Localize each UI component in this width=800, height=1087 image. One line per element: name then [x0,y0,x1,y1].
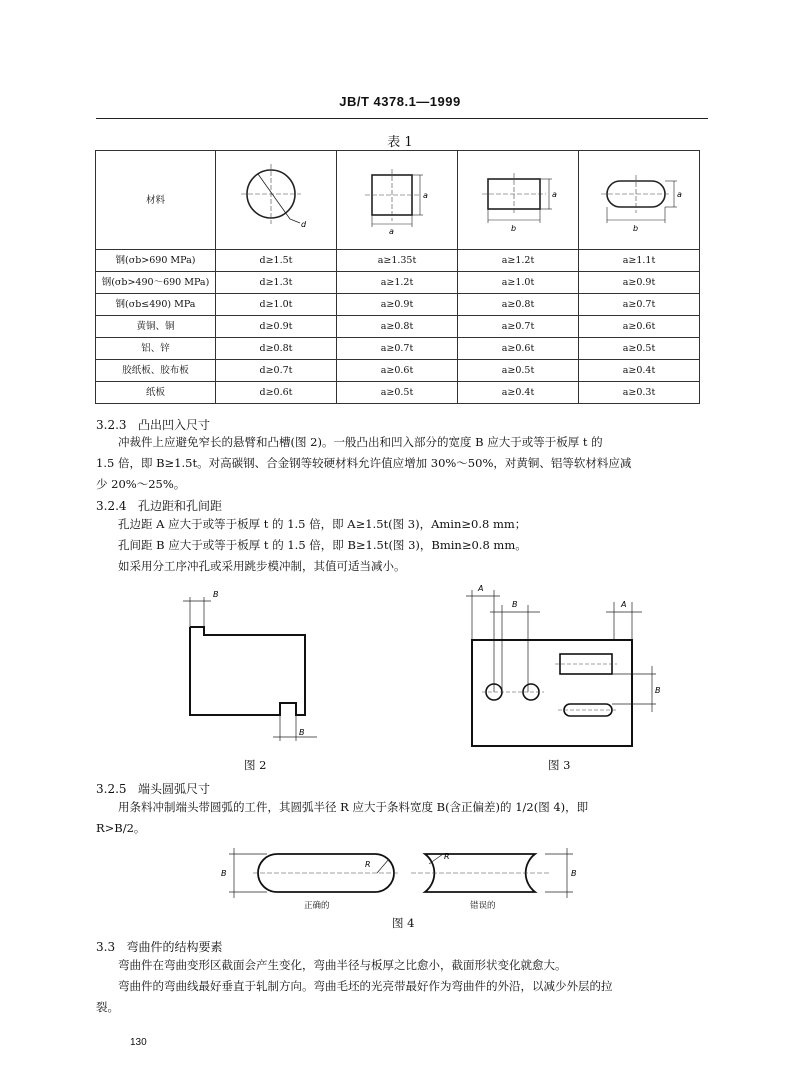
cell-value: a≥0.8t [337,316,458,338]
table-row [96,316,700,338]
dim-b-bottom-label: B [299,728,305,737]
paragraph-line: 裂。 [96,1000,119,1014]
cell-value: d≥1.5t [216,250,337,272]
cell-value: a≥0.7t [337,338,458,360]
cell-value: d≥0.7t [216,360,337,382]
table-row [96,250,700,272]
paragraph-line: 孔边距 A 应大于或等于板厚 t 的 1.5 倍，即 A≥1.5t(图 3)，Amin≥0.8 mm； [118,517,527,531]
section-heading-3-2-3 [96,416,210,433]
dim-b-side-label: B [655,686,661,695]
cell-material: 黄铜、铜 [96,316,216,338]
section-title: 弯曲件的结构要素 [126,940,223,954]
section-heading-3-2-5 [96,780,210,797]
table-row [96,294,700,316]
table-row [96,360,700,382]
col-rect-hole-sketch [458,151,579,250]
cantilever-drawing [175,585,325,750]
end-arc-drawing [215,840,590,910]
paragraph-line: 如采用分工序冲孔或采用跳步模冲制，其值可适当减小。 [118,559,406,573]
dim-d-label: d [301,220,307,229]
cell-value: a≥0.6t [579,316,700,338]
col-slot-hole-sketch [579,151,700,250]
section-number: 3.2.3 [96,418,127,432]
cell-value: a≥0.7t [579,294,700,316]
table-row [96,382,700,404]
dim-a-bottom-label: a [389,227,394,236]
section-title: 凸出凹入尺寸 [138,418,211,432]
rect-hole-sketch [458,151,578,241]
paragraph-line: 孔间距 B 应大于或等于板厚 t 的 1.5 倍，即 B≥1.5t(图 3)，Bmin≥0.8 mm。 [118,538,527,552]
hole-spacing-drawing [460,580,670,755]
dim-a-left-label: A [478,584,484,593]
dim-a-right-label: A [621,600,627,609]
cell-material: 钢(σb>690 MPa) [96,250,216,272]
cell-value: a≥1.35t [337,250,458,272]
cell-value: a≥0.6t [337,360,458,382]
col-square-hole-sketch [337,151,458,250]
dim-a-side-label: a [677,190,682,199]
paragraph-line: 少 20%～25%。 [96,477,186,491]
cell-material: 铝、锌 [96,338,216,360]
figure-4-correct-label: 正确的 [304,901,330,911]
dim-r-left-label: R [365,860,371,869]
standard-number: JB/T 4378.1—1999 [339,94,461,109]
cell-value: a≥0.4t [458,382,579,404]
cell-value: d≥1.3t [216,272,337,294]
cell-value: a≥0.5t [458,360,579,382]
figure-4-wrong-label: 错误的 [470,901,496,911]
cell-value: d≥0.6t [216,382,337,404]
slot-hole-sketch [579,151,699,241]
cell-value: a≥0.8t [458,294,579,316]
dim-b-label: b [633,224,639,233]
round-hole-sketch [216,151,336,241]
paragraph-line: R>B/2。 [96,821,146,835]
paragraph-line: 1.5 倍，即 B≥1.5t。对高碳钢、合金钢等较硬材料允许值应增加 30%～50%，对黄铜、铝等软材料应减 [96,456,632,470]
section-heading-3-2-4 [96,497,222,514]
section-heading-3-3 [96,938,223,955]
page-number: 130 [130,1037,147,1048]
figure-3 [460,580,670,755]
cell-value: a≥1.2t [337,272,458,294]
section-number: 3.2.5 [96,782,127,796]
cell-value: a≥1.0t [458,272,579,294]
table-header-row [96,151,700,250]
table-caption: 表 1 [387,135,413,150]
section-number: 3.3 [96,940,116,954]
cell-value: d≥1.0t [216,294,337,316]
square-hole-sketch [337,151,457,241]
table-row [96,338,700,360]
figure-2 [175,585,325,750]
cell-value: a≥1.2t [458,250,579,272]
section-title: 端头圆弧尺寸 [138,782,211,796]
cell-value: a≥1.1t [579,250,700,272]
dim-a-side-label: a [552,190,557,199]
cell-material: 钢(σb>490～690 MPa) [96,272,216,294]
col-material-header: 材料 [96,151,216,250]
dim-b-left-label: B [221,869,227,878]
cell-value: d≥0.8t [216,338,337,360]
cell-value: a≥0.6t [458,338,579,360]
figure-2-caption: 图 2 [244,758,267,772]
cell-value: a≥0.5t [337,382,458,404]
col-round-hole-sketch [216,151,337,250]
paragraph-line: 弯曲件的弯曲线最好垂直于轧制方向。弯曲毛坯的光亮带最好作为弯曲件的外沿，以减少外层的拉 [118,979,613,993]
dim-r-right-label: R [444,852,450,861]
cell-value: a≥0.9t [337,294,458,316]
dim-b-right-label: B [571,869,577,878]
paragraph-line: 用条料冲制端头带圆弧的工件，其圆弧半径 R 应大于条料宽度 B(含正偏差)的 1/2(图 4)，即 [118,800,589,814]
cell-value: a≥0.4t [579,360,700,382]
cell-value: a≥0.5t [579,338,700,360]
table-1 [95,150,700,404]
figure-4 [215,840,590,910]
cell-value: a≥0.3t [579,382,700,404]
figure-4-caption: 图 4 [392,916,415,930]
cell-value: a≥0.7t [458,316,579,338]
table-row [96,272,700,294]
section-title: 孔边距和孔间距 [138,499,223,513]
paragraph-line: 冲裁件上应避免窄长的悬臂和凸槽(图 2)。一般凸出和凹入部分的宽度 B 应大于或等于板厚 t 的 [118,435,603,449]
dim-b-top-label: B [213,590,219,599]
figure-3-caption: 图 3 [548,758,571,772]
cell-material: 钢(σb≤490) MPa [96,294,216,316]
dim-a-side-label: a [423,191,428,200]
section-number: 3.2.4 [96,499,127,513]
cell-value: d≥0.9t [216,316,337,338]
dim-b-label: B [512,600,518,609]
cell-value: a≥0.9t [579,272,700,294]
paragraph-line: 弯曲件在弯曲变形区截面会产生变化，弯曲半径与板厚之比愈小，截面形状变化就愈大。 [118,958,567,972]
cell-material: 胶纸板、胶布板 [96,360,216,382]
header-rule [96,118,708,119]
dim-b-label: b [511,224,517,233]
cell-material: 纸板 [96,382,216,404]
